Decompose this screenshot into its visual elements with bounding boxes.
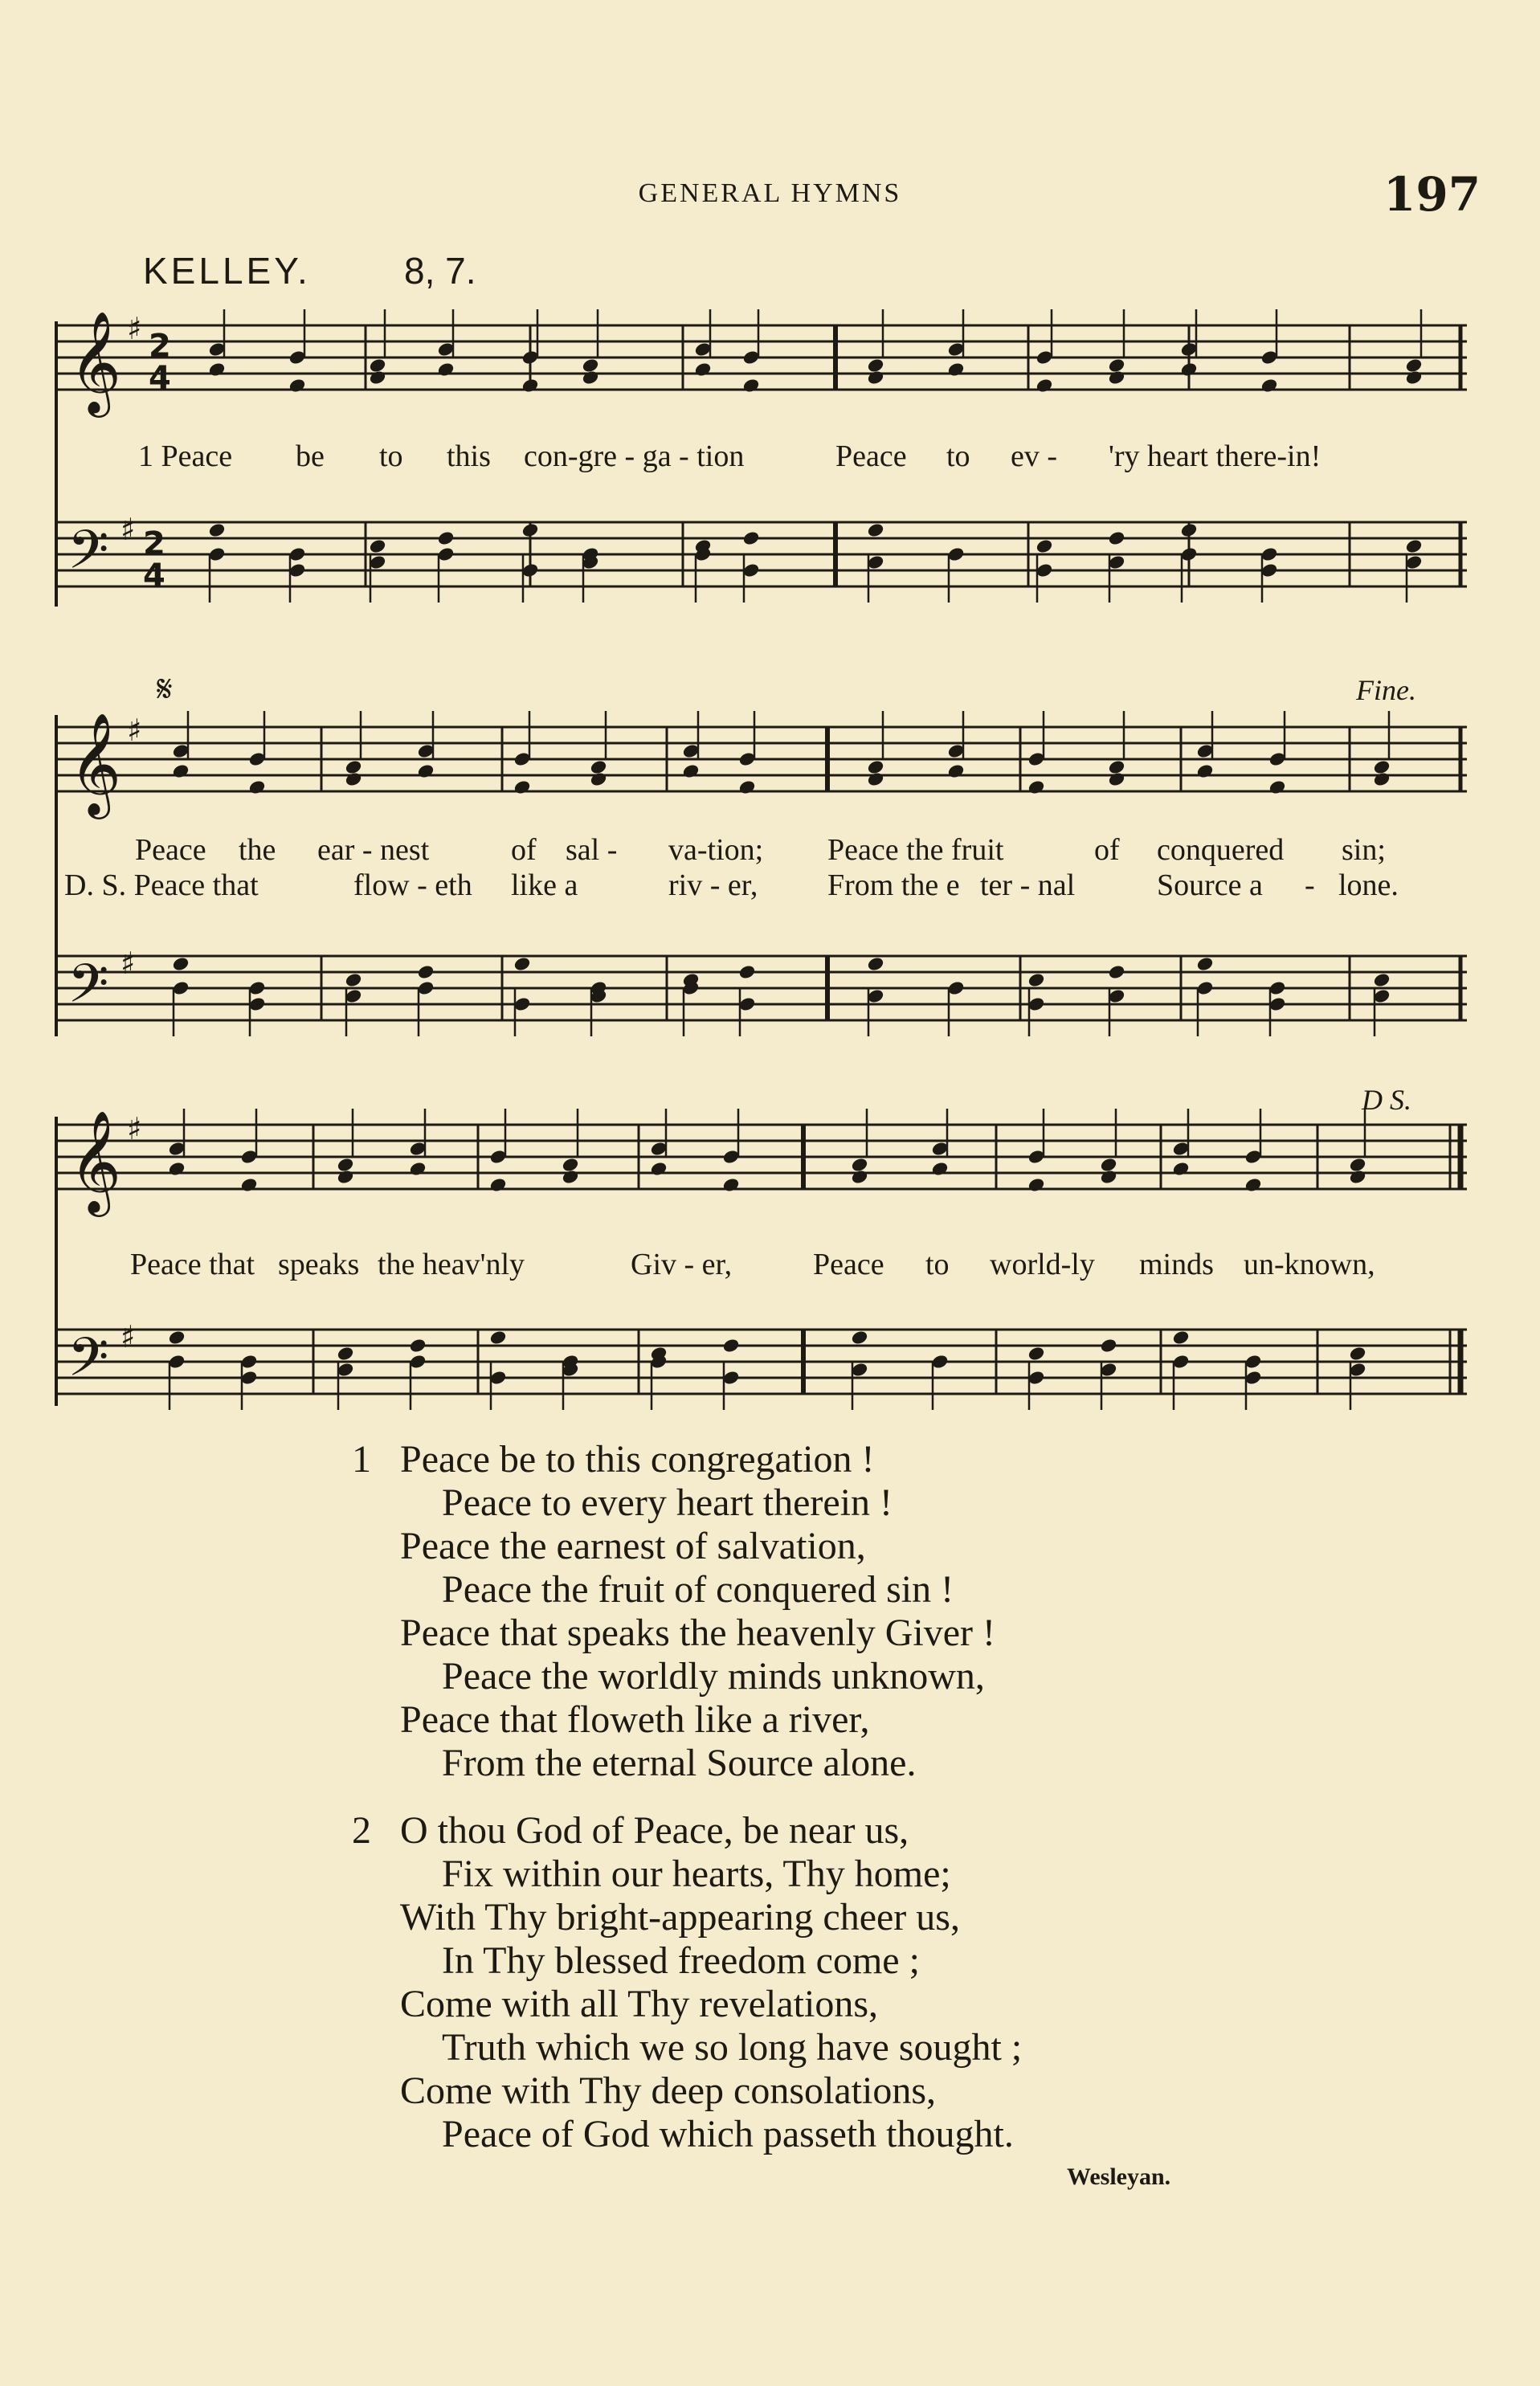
notehead bbox=[1036, 562, 1053, 578]
tune-name: KELLEY. bbox=[143, 250, 311, 292]
notehead bbox=[851, 1362, 868, 1377]
notehead bbox=[409, 1354, 427, 1369]
segno-icon: 𝄋 bbox=[157, 667, 173, 710]
stanza-number: 1 bbox=[352, 1438, 371, 1481]
notehead bbox=[1108, 964, 1125, 979]
verse-line: With Thy bright-appearing cheer us, bbox=[400, 1896, 960, 1939]
fine-mark: Fine. bbox=[1356, 674, 1416, 706]
lyric: 1 Peace bbox=[138, 439, 233, 473]
attribution: Wesleyan. bbox=[1067, 2163, 1171, 2190]
sharp-icon: ♯ bbox=[121, 512, 136, 547]
lyric: flow - eth bbox=[353, 868, 472, 902]
notehead bbox=[851, 1330, 868, 1345]
notehead bbox=[1349, 1157, 1366, 1172]
notehead bbox=[1373, 972, 1391, 987]
notehead bbox=[1405, 554, 1423, 570]
notehead bbox=[208, 341, 226, 357]
notehead bbox=[1108, 988, 1125, 1003]
notehead bbox=[1027, 996, 1045, 1011]
time-sig-bottom: 4 bbox=[143, 558, 165, 594]
sharp-icon: ♯ bbox=[127, 311, 142, 346]
notehead bbox=[1027, 1346, 1045, 1361]
notehead bbox=[369, 357, 386, 373]
notehead bbox=[947, 743, 965, 758]
running-head: GENERAL HYMNS bbox=[638, 178, 902, 208]
verse-line: From the eternal Source alone. bbox=[442, 1742, 917, 1784]
notehead bbox=[489, 1177, 507, 1192]
notehead bbox=[1405, 538, 1423, 554]
lyric: be bbox=[296, 439, 325, 473]
lyric: lone. bbox=[1338, 868, 1399, 902]
lyric: sin; bbox=[1342, 833, 1386, 867]
notehead bbox=[208, 522, 226, 537]
notehead bbox=[208, 546, 226, 562]
notehead bbox=[369, 538, 386, 554]
notehead bbox=[851, 1169, 868, 1184]
notehead bbox=[248, 779, 266, 795]
notehead bbox=[1036, 349, 1053, 365]
notehead bbox=[947, 763, 965, 778]
notehead bbox=[1373, 771, 1391, 786]
notehead bbox=[1108, 370, 1125, 385]
notehead bbox=[1100, 1157, 1117, 1172]
verse-line: Come with Thy deep consolations, bbox=[400, 2069, 937, 2112]
lyric: of bbox=[1094, 833, 1120, 867]
notehead bbox=[437, 341, 455, 357]
notehead bbox=[682, 763, 700, 778]
lyric: riv - er, bbox=[668, 868, 758, 902]
notehead bbox=[345, 759, 362, 774]
verse-line: Peace the worldly minds unknown, bbox=[442, 1655, 985, 1698]
lyric: ev - bbox=[1011, 439, 1058, 473]
notehead bbox=[409, 1338, 427, 1353]
notehead bbox=[417, 980, 435, 995]
treble-clef-icon: 𝄞 bbox=[69, 310, 122, 413]
notehead bbox=[1180, 362, 1198, 377]
notehead bbox=[738, 964, 756, 979]
notehead bbox=[1196, 743, 1214, 758]
notehead bbox=[947, 362, 965, 377]
notehead bbox=[742, 530, 760, 545]
notehead bbox=[489, 1370, 507, 1385]
notehead bbox=[1172, 1354, 1190, 1369]
bass-clef-icon: 𝄢 bbox=[67, 953, 109, 1028]
notehead bbox=[1172, 1141, 1190, 1156]
notehead bbox=[248, 751, 266, 766]
notehead bbox=[1027, 972, 1045, 987]
notehead bbox=[682, 743, 700, 758]
time-sig-top: 2 bbox=[143, 525, 165, 562]
notehead bbox=[1260, 378, 1278, 393]
sharp-icon: ♯ bbox=[127, 713, 142, 748]
lyric: to bbox=[925, 1248, 950, 1281]
time-sig-top: 2 bbox=[149, 328, 171, 365]
lyric: the heav'nly bbox=[378, 1248, 525, 1281]
notehead bbox=[1349, 1346, 1366, 1361]
lyric: 'ry heart there-in! bbox=[1109, 439, 1321, 473]
notehead bbox=[417, 763, 435, 778]
notehead bbox=[722, 1370, 740, 1385]
verse-line: Peace be to this congregation ! bbox=[400, 1438, 875, 1481]
notehead bbox=[947, 341, 965, 357]
notehead bbox=[738, 779, 756, 795]
verse-line: O thou God of Peace, be near us, bbox=[400, 1809, 909, 1852]
notehead bbox=[1108, 530, 1125, 545]
notehead bbox=[437, 546, 455, 562]
verse-line: Come with all Thy revelations, bbox=[400, 1983, 879, 2025]
notehead bbox=[867, 759, 884, 774]
notehead bbox=[590, 759, 607, 774]
tune-meter: 8, 7. bbox=[404, 250, 476, 292]
notehead bbox=[742, 562, 760, 578]
notehead bbox=[337, 1169, 354, 1184]
lyric: Peace the fruit bbox=[827, 833, 1004, 867]
notehead bbox=[1108, 759, 1125, 774]
lyric: va-tion; bbox=[668, 833, 764, 867]
notehead bbox=[168, 1161, 186, 1176]
lyric: world-ly bbox=[990, 1248, 1095, 1281]
lyric: ear - nest bbox=[317, 833, 430, 867]
notehead bbox=[369, 370, 386, 385]
treble-clef-icon: 𝄞 bbox=[69, 712, 122, 815]
verse-line: Fix within our hearts, Thy home; bbox=[442, 1853, 951, 1895]
notehead bbox=[513, 779, 531, 795]
notehead bbox=[867, 988, 884, 1003]
notehead bbox=[1027, 751, 1045, 766]
notehead bbox=[742, 349, 760, 365]
notehead bbox=[694, 341, 712, 357]
lyric: to bbox=[379, 439, 403, 473]
notehead bbox=[1036, 378, 1053, 393]
notehead bbox=[1260, 562, 1278, 578]
notehead bbox=[1108, 771, 1125, 786]
notehead bbox=[694, 362, 712, 377]
notehead bbox=[1196, 956, 1214, 971]
notehead bbox=[931, 1354, 949, 1369]
notehead bbox=[1260, 546, 1278, 562]
notehead bbox=[1349, 1362, 1366, 1377]
notehead bbox=[931, 1161, 949, 1176]
notehead bbox=[409, 1161, 427, 1176]
notehead bbox=[521, 562, 539, 578]
notehead bbox=[489, 1330, 507, 1345]
sharp-icon: ♯ bbox=[127, 1111, 142, 1146]
notehead bbox=[337, 1346, 354, 1361]
treble-staff-2 bbox=[56, 727, 1467, 791]
lyric: Peace bbox=[835, 439, 907, 473]
notehead bbox=[437, 362, 455, 377]
lyric: From the e bbox=[827, 868, 960, 902]
notehead bbox=[738, 996, 756, 1011]
notehead bbox=[288, 349, 306, 365]
notehead bbox=[288, 546, 306, 562]
lyric: con-gre - ga - tion bbox=[524, 439, 745, 473]
notehead bbox=[172, 980, 190, 995]
notehead bbox=[1196, 763, 1214, 778]
notehead bbox=[489, 1149, 507, 1164]
verse-line: Peace that floweth like a river, bbox=[400, 1698, 870, 1741]
notehead bbox=[521, 349, 539, 365]
stanza-2 bbox=[352, 1809, 1022, 2156]
notehead bbox=[1027, 1177, 1045, 1192]
notehead bbox=[208, 362, 226, 377]
notehead bbox=[240, 1370, 258, 1385]
notehead bbox=[867, 554, 884, 570]
notehead bbox=[240, 1149, 258, 1164]
lyric: ter - nal bbox=[980, 868, 1076, 902]
notehead bbox=[1027, 779, 1045, 795]
notehead bbox=[1172, 1161, 1190, 1176]
sharp-icon: ♯ bbox=[121, 946, 136, 981]
notehead bbox=[867, 522, 884, 537]
notehead bbox=[417, 743, 435, 758]
time-sig-bottom: 4 bbox=[149, 360, 171, 397]
notehead bbox=[851, 1157, 868, 1172]
notehead bbox=[168, 1354, 186, 1369]
lyric: conquered bbox=[1157, 833, 1285, 867]
verse-line: Peace the earnest of salvation, bbox=[400, 1525, 866, 1567]
notehead bbox=[1100, 1362, 1117, 1377]
lyric: of bbox=[511, 833, 537, 867]
notehead bbox=[1172, 1330, 1190, 1345]
verse-line: Peace to every heart therein ! bbox=[442, 1481, 893, 1524]
notehead bbox=[867, 771, 884, 786]
bass-staff-1 bbox=[56, 522, 1467, 586]
notehead bbox=[521, 522, 539, 537]
verse-line: Peace the fruit of conquered sin ! bbox=[442, 1568, 954, 1611]
notehead bbox=[337, 1157, 354, 1172]
lyric: minds bbox=[1139, 1248, 1214, 1281]
notehead bbox=[337, 1362, 354, 1377]
notehead bbox=[240, 1177, 258, 1192]
notehead bbox=[513, 751, 531, 766]
notehead bbox=[722, 1177, 740, 1192]
stanza-number: 2 bbox=[352, 1809, 371, 1852]
notehead bbox=[1405, 357, 1423, 373]
notehead bbox=[1260, 349, 1278, 365]
verse-line: Truth which we so long have sought ; bbox=[442, 2026, 1023, 2069]
notehead bbox=[240, 1354, 258, 1369]
notehead bbox=[417, 964, 435, 979]
lyric: speaks bbox=[278, 1248, 360, 1281]
notehead bbox=[409, 1141, 427, 1156]
lyric: Peace bbox=[813, 1248, 884, 1281]
notehead bbox=[1405, 370, 1423, 385]
notehead bbox=[1244, 1370, 1262, 1385]
notehead bbox=[1196, 980, 1214, 995]
sharp-icon: ♯ bbox=[121, 1319, 136, 1354]
stanza-1 bbox=[352, 1438, 1022, 1785]
notehead bbox=[345, 771, 362, 786]
notehead bbox=[582, 357, 599, 373]
notehead bbox=[722, 1338, 740, 1353]
notehead bbox=[513, 996, 531, 1011]
notehead bbox=[947, 546, 965, 562]
notehead bbox=[1027, 1149, 1045, 1164]
notehead bbox=[1100, 1338, 1117, 1353]
notehead bbox=[1268, 980, 1286, 995]
notehead bbox=[345, 988, 362, 1003]
notehead bbox=[513, 956, 531, 971]
notehead bbox=[172, 956, 190, 971]
notehead bbox=[1180, 522, 1198, 537]
lyric: Peace bbox=[135, 833, 206, 867]
notehead bbox=[172, 743, 190, 758]
notehead bbox=[1244, 1354, 1262, 1369]
dal-segno-mark: D S. bbox=[1362, 1084, 1411, 1116]
notehead bbox=[172, 763, 190, 778]
lyric: the bbox=[239, 833, 276, 867]
lyric: sal - bbox=[566, 833, 618, 867]
notehead bbox=[650, 1141, 668, 1156]
treble-clef-icon: 𝄞 bbox=[69, 1109, 122, 1212]
lyric: like a bbox=[511, 868, 578, 902]
notehead bbox=[1268, 996, 1286, 1011]
notehead bbox=[1373, 988, 1391, 1003]
notehead bbox=[288, 562, 306, 578]
notehead bbox=[248, 980, 266, 995]
page-number: 197 bbox=[1383, 167, 1481, 222]
notehead bbox=[590, 771, 607, 786]
notehead bbox=[1373, 759, 1391, 774]
notehead bbox=[521, 378, 539, 393]
notehead bbox=[1244, 1149, 1262, 1164]
notehead bbox=[650, 1161, 668, 1176]
lyric: this bbox=[447, 439, 491, 473]
notehead bbox=[582, 370, 599, 385]
notehead bbox=[1244, 1177, 1262, 1192]
notehead bbox=[867, 357, 884, 373]
notehead bbox=[168, 1330, 186, 1345]
notehead bbox=[1108, 357, 1125, 373]
lyric: D. S. Peace that bbox=[64, 868, 259, 902]
notehead bbox=[1268, 779, 1286, 795]
bass-staff-2 bbox=[56, 956, 1467, 1020]
treble-staff-1 bbox=[56, 325, 1467, 390]
notehead bbox=[288, 378, 306, 393]
notehead bbox=[1036, 538, 1053, 554]
notehead bbox=[867, 956, 884, 971]
verse-line: In Thy blessed freedom come ; bbox=[442, 1939, 920, 1982]
notehead bbox=[562, 1157, 579, 1172]
notehead bbox=[1027, 1370, 1045, 1385]
notehead bbox=[1108, 554, 1125, 570]
lyric: - bbox=[1305, 868, 1315, 902]
lyric: Giv - er, bbox=[631, 1248, 733, 1281]
lyric: to bbox=[946, 439, 970, 473]
notehead bbox=[722, 1149, 740, 1164]
verse-line: Peace of God which passeth thought. bbox=[442, 2113, 1014, 2155]
notehead bbox=[1268, 751, 1286, 766]
notehead bbox=[867, 370, 884, 385]
notehead bbox=[562, 1169, 579, 1184]
notehead bbox=[1100, 1169, 1117, 1184]
notehead bbox=[168, 1141, 186, 1156]
notehead bbox=[947, 980, 965, 995]
notehead bbox=[1180, 341, 1198, 357]
verses bbox=[352, 1438, 1022, 2180]
notehead bbox=[742, 378, 760, 393]
lyric: Peace that bbox=[130, 1248, 255, 1281]
verse-line: Peace that speaks the heavenly Giver ! bbox=[400, 1612, 996, 1654]
notehead bbox=[738, 751, 756, 766]
notehead bbox=[248, 996, 266, 1011]
lyric: un-known, bbox=[1244, 1248, 1375, 1281]
notehead bbox=[1180, 546, 1198, 562]
bass-clef-icon: 𝄢 bbox=[67, 519, 109, 594]
bass-clef-icon: 𝄢 bbox=[67, 1326, 109, 1401]
notehead bbox=[931, 1141, 949, 1156]
notehead bbox=[345, 972, 362, 987]
notehead bbox=[437, 530, 455, 545]
lyric: Source a bbox=[1157, 868, 1263, 902]
notehead bbox=[1349, 1169, 1366, 1184]
notehead bbox=[369, 554, 386, 570]
